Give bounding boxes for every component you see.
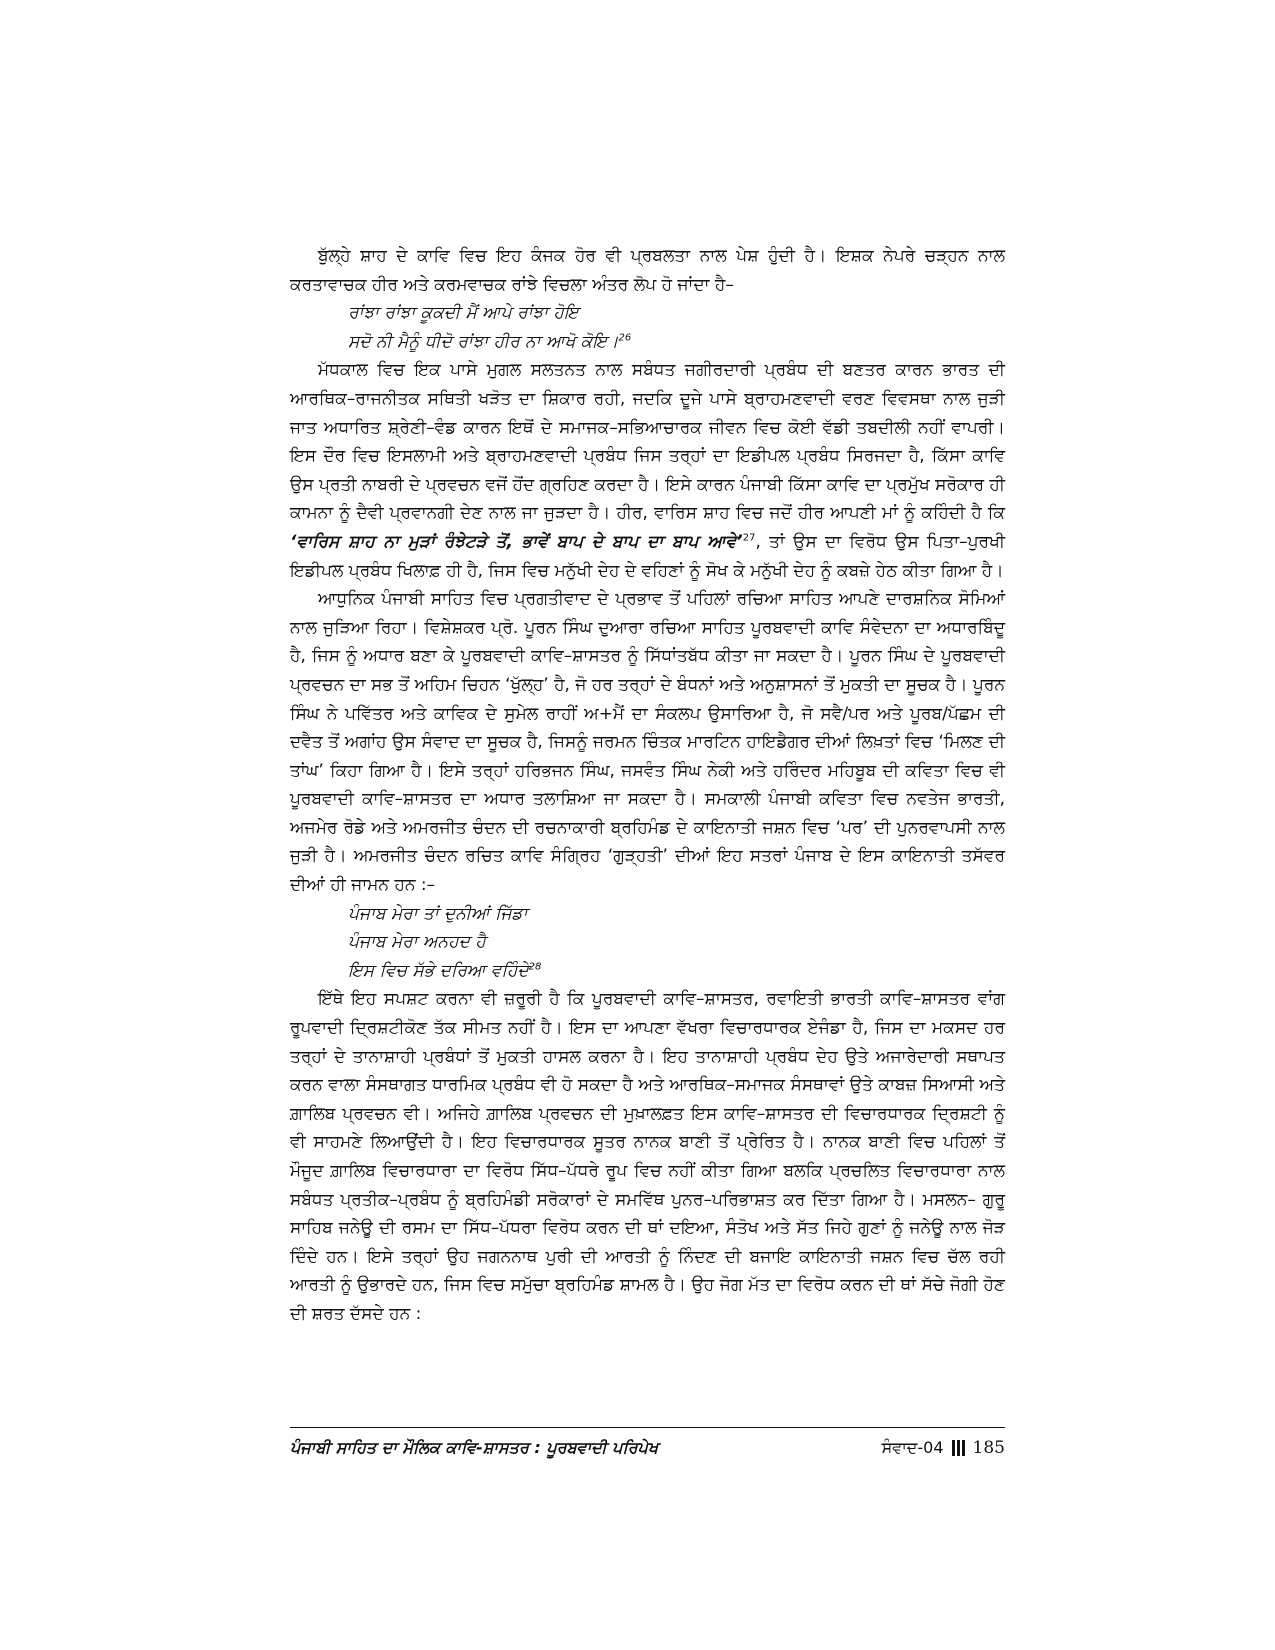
page-number: 185 <box>972 1438 1005 1458</box>
verse-2-line-3 <box>348 957 1005 986</box>
verse-1-line-1: ਰਾਂਝਾ ਰਾਂਝਾ ਕੂਕਦੀ ਮੈਂ ਆਪੇ ਰਾਂਝਾ ਹੋਇ <box>348 303 579 324</box>
verse-2-line-1: ਪੰਜਾਬ ਮੇਰਾ ਤਾਂ ਦੁਨੀਆਂ ਜਿੱਡਾ <box>348 903 528 924</box>
running-title: ਪੰਜਾਬੀ ਸਾਹਿਤ ਦਾ ਮੌਲਿਕ ਕਾਵਿ-ਸ਼ਾਸਤਰ : ਪੂਰਬਵਾਦੀ ਪਰਿਪੇਖ <box>290 1438 658 1457</box>
verse-1-line-2-text: ਸਦੋ ਨੀ ਮੈਨੂੰ ਧੀਦੋ ਰਾਂਝਾ ਹੀਰ ਨਾ ਆਖੋ ਕੋਇ। <box>348 331 619 352</box>
paragraph-4: ਇੱਥੇ ਇਹ ਸਪਸ਼ਟ ਕਰਨਾ ਵੀ ਜ਼ਰੂਰੀ ਹੈ ਕਿ ਪੂਰਬਵਾਦੀ ਕਾਵਿ–ਸ਼ਾਸਤਰ, ਰਵਾਇਤੀ ਭਾਰਤੀ ਕਾਵਿ–ਸ਼ਾਸਤਰ ਵਾਂਗ ਰੂਪਵਾਦੀ ਦ੍ਰਿਸ਼ਟੀਕੋਣ ਤੱਕ ਸੀਮਤ ਨਹੀਂ ਹੈ। ਇਸ ਦਾ ਆਪਣਾ ਵੱਖਰਾ ਵਿਚਾਰਧਾਰਕ ਏਜੰਡਾ ਹੈ, ਜਿਸ ਦਾ ਮਕਸਦ ਹਰ ਤਰ੍ਹਾਂ ਦੇ ਤਾਨਾਸ਼ਾਹੀ ਪ੍ਰਬੰਧਾਂ ਤੋਂ ਮੁਕਤੀ ਹਾਸਲ ਕਰਨਾ ਹੈ। ਇਹ ਤਾਨਾਸ਼ਾਹੀ ਪ੍ਰਬੰਧ ਦੇਹ ਉਤੇ ਅਜਾਰੇਦਾਰੀ ਸਥਾਪਤ ਕਰਨ ਵਾਲਾ ਸੰਸਥਾਗਤ ਧਾਰਮਿਕ ਪ੍ਰਬੰਧ ਵੀ ਹੋ ਸਕਦਾ ਹੈ ਅਤੇ ਆਰਥਿਕ–ਸਮਾਜਕ ਸੰਸਥਾਵਾਂ ਉਤੇ ਕਾਬਜ਼ ਸਿਆਸੀ ਅਤੇ ਗ਼ਾਲਿਬ ਪ੍ਰਵਚਨ ਵੀ। ਅਜਿਹੇ ਗ਼ਾਲਿਬ ਪ੍ਰਵਚਨ ਦੀ ਮੁਖ਼ਾਲਫ਼ਤ ਇਸ ਕਾਵਿ–ਸ਼ਾਸਤਰ ਦੀ ਵਿਚਾਰਧਾਰਕ ਦ੍ਰਿਸ਼ਟੀ ਨੂੰ ਵੀ ਸਾਹਮਣੇ ਲਿਆਉਂਦੀ ਹੈ। ਇਹ ਵਿਚਾਰਧਾਰਕ ਸੂਤਰ ਨਾਨਕ ਬਾਣੀ ਤੋਂ ਪ੍ਰੇਰਿਤ ਹੈ। ਨਾਨਕ ਬਾਣੀ ਵਿਚ ਪਹਿਲਾਂ ਤੋਂ ਮੌਜੂਦ ਗ਼ਾਲਿਬ ਵਿਚਾਰਧਾਰਾ ਦਾ ਵਿਰੋਧ ਸਿੱਧ–ਪੱਧਰੇ ਰੂਪ ਵਿਚ ਨਹੀਂ ਕੀਤਾ ਗਿਆ ਬਲਕਿ ਪ੍ਰਚਲਿਤ ਵਿਚਾਰਧਾਰਾ ਨਾਲ ਸਬੰਧਤ ਪ੍ਰਤੀਕ–ਪ੍ਰਬੰਧ ਨੂੰ ਬ੍ਰਹਿਮੰਡੀ ਸਰੋਕਾਰਾਂ ਦੇ ਸਮਵਿੱਥ ਪੁਨਰ–ਪਰਿਭਾਸ਼ਤ ਕਰ ਦਿੱਤਾ ਗਿਆ ਹੈ। ਮਸਲਨ– ਗੁਰੂ ਸਾਹਿਬ ਜਨੇਊ ਦੀ ਰਸਮ ਦਾ ਸਿੱਧ–ਪੱਧਰਾ ਵਿਰੋਧ ਕਰਨ ਦੀ ਥਾਂ ਦਇਆ, ਸੰਤੋਖ ਅਤੇ ਸੱਤ ਜਿਹੇ ਗੁਣਾਂ ਨੂੰ ਜਨੇਊ ਨਾਲ ਜੋੜ ਦਿੰਦੇ ਹਨ। ਇਸੇ ਤਰ੍ਹਾਂ ਉਹ ਜਗਨਨਾਥ ਪੁਰੀ ਦੀ ਆਰਤੀ ਨੂੰ ਨਿੰਦਣ ਦੀ ਬਜਾਇ ਕਾਇਨਾਤੀ ਜਸ਼ਨ ਵਿਚ ਚੱਲ ਰਹੀ ਆਰਤੀ ਨੂੰ ਉਭਾਰਦੇ ਹਨ, ਜਿਸ ਵਿਚ ਸਮੁੱਚਾ ਬ੍ਰਹਿਮੰਡ ਸ਼ਾਮਲ ਹੈ। ਉਹ ਜੋਗ ਮੱਤ ਦਾ ਵਿਰੋਧ ਕਰਨ ਦੀ ਥਾਂ ਸੱਚੇ ਜੋਗੀ ਹੋਣ ਦੀ ਸ਼ਰਤ ਦੱਸਦੇ ਹਨ : <box>290 989 1005 1324</box>
paragraph-3: ਆਧੁਨਿਕ ਪੰਜਾਬੀ ਸਾਹਿਤ ਵਿਚ ਪ੍ਰਗਤੀਵਾਦ ਦੇ ਪ੍ਰਭਾਵ ਤੋਂ ਪਹਿਲਾਂ ਰਚਿਆ ਸਾਹਿਤ ਆਪਣੇ ਦਾਰਸ਼ਨਿਕ ਸੋਮਿਆਂ ਨਾਲ ਜੁੜਿਆ ਰਿਹਾ। ਵਿਸ਼ੇਸ਼ਕਰ ਪ੍ਰੋ. ਪੂਰਨ ਸਿੰਘ ਦੁਆਰਾ ਰਚਿਆ ਸਾਹਿਤ ਪੂਰਬਵਾਦੀ ਕਾਵਿ ਸੰਵੇਦਨਾ ਦਾ ਅਧਾਰਬਿੰਦੂ ਹੈ, ਜਿਸ ਨੂੰ ਅਧਾਰ ਬਣਾ ਕੇ ਪੂਰਬਵਾਦੀ ਕਾਵਿ–ਸ਼ਾਸਤਰ ਨੂੰ ਸਿੱਧਾਂਤਬੱਧ ਕੀਤਾ ਜਾ ਸਕਦਾ ਹੈ। ਪੂਰਨ ਸਿੰਘ ਦੇ ਪੂਰਬਵਾਦੀ ਪ੍ਰਵਚਨ ਦਾ ਸਭ ਤੋਂ ਅਹਿਮ ਚਿਹਨ ‘ਖੁੱਲ੍ਹ’ ਹੈ, ਜੋ ਹਰ ਤਰ੍ਹਾਂ ਦੇ ਬੰਧਨਾਂ ਅਤੇ ਅਨੁਸ਼ਾਸਨਾਂ ਤੋਂ ਮੁਕਤੀ ਦਾ ਸੂਚਕ ਹੈ। ਪੂਰਨ ਸਿੰਘ ਨੇ ਪਵਿੱਤਰ ਅਤੇ ਕਾਵਿਕ ਦੇ ਸੁਮੇਲ ਰਾਹੀਂ ਅ+ਮੈਂ ਦਾ ਸੰਕਲਪ ਉਸਾਰਿਆ ਹੈ, ਜੋ ਸਵੈ/ਪਰ ਅਤੇ ਪੂਰਬ/ਪੱਛਮ ਦੀ ਦਵੈਤ ਤੋਂ ਅਗਾਂਹ ਉਸ ਸੰਵਾਦ ਦਾ ਸੂਚਕ ਹੈ, ਜਿਸਨੂੰ ਜਰਮਨ ਚਿੰਤਕ ਮਾਰਟਿਨ ਹਾਇਡੈਗਰ ਦੀਆਂ ਲਿਖ਼ਤਾਂ ਵਿਚ ‘ਮਿਲਣ ਦੀ ਤਾਂਘ’ ਕਿਹਾ ਗਿਆ ਹੈ। ਇਸੇ ਤਰ੍ਹਾਂ ਹਰਿਭਜਨ ਸਿੰਘ, ਜਸਵੰਤ ਸਿੰਘ ਨੇਕੀ ਅਤੇ ਹਰਿੰਦਰ ਮਹਿਬੂਬ ਦੀ ਕਵਿਤਾ ਵਿਚ ਵੀ ਪੂਰਬਵਾਦੀ ਕਾਵਿ–ਸ਼ਾਸਤਰ ਦਾ ਅਧਾਰ ਤਲਾਸ਼ਿਆ ਜਾ ਸਕਦਾ ਹੈ। ਸਮਕਾਲੀ ਪੰਜਾਬੀ ਕਵਿਤਾ ਵਿਚ ਨਵਤੇਜ ਭਾਰਤੀ, ਅਜਮੇਰ ਰੋਡੇ ਅਤੇ ਅਮਰਜੀਤ ਚੰਦਨ ਦੀ ਰਚਨਾਕਾਰੀ ਬ੍ਰਹਿਮੰਡ ਦੇ ਕਾਇਨਾਤੀ ਜਸ਼ਨ ਵਿਚ ‘ਪਰ’ ਦੀ ਪੁਨਰਵਾਪਸੀ ਨਾਲ ਜੁੜੀ ਹੈ। ਅਮਰਜੀਤ ਚੰਦਨ ਰਚਿਤ ਕਾਵਿ ਸੰਗ੍ਰਿਹ ‘ਗੁੜ੍ਹਤੀ’ ਦੀਆਂ ਇਹ ਸਤਰਾਂ ਪੰਜਾਬ ਦੇ ਇਸ ਕਾਇਨਾਤੀ ਤਸੱਵਰ ਦੀਆਂ ਹੀ ਜਾਮਨ ਹਨ :– <box>290 589 1005 896</box>
paragraph-1: ਬੁੱਲ੍ਹੇ ਸ਼ਾਹ ਦੇ ਕਾਵਿ ਵਿਚ ਇਹ ਕੰਜਕ ਹੋਰ ਵੀ ਪ੍ਰਬਲਤਾ ਨਾਲ ਪੇਸ਼ ਹੁੰਦੀ ਹੈ। ਇਸ਼ਕ ਨੇਪਰੇ ਚੜ੍ਹਨ ਨਾਲ ਕਰਤਾਵਾਚਕ ਹੀਰ ਅਤੇ ਕਰਮਵਾਚਕ ਰਾਂਝੇ ਵਿਚਲਾ ਅੰਤਰ ਲੋਪ ਹੋ ਜਾਂਦਾ ਹੈ– <box>290 246 1005 295</box>
verse-1-line-2 <box>348 328 1005 357</box>
verse-2-line-2: ਪੰਜਾਬ ਮੇਰਾ ਅਨਹਦ ਹੈ <box>348 932 486 953</box>
footer-right <box>882 1438 1005 1458</box>
page-footer <box>290 1427 1005 1458</box>
journal-name: ਸੰਵਾਦ-04 <box>881 1438 944 1457</box>
footnote-ref-26: 26 <box>618 332 632 344</box>
page-body <box>290 242 1005 1329</box>
verse-block-2 <box>290 900 1005 986</box>
verse-block-1 <box>290 299 1005 356</box>
paragraph-2-part-2: , ਤਾਂ ਉਸ ਦਾ ਵਿਰੋਧ ਉਸ ਪਿਤਾ–ਪੁਰਖੀ ਇਡੀਪਲ ਪ੍ਰਬੰਧ ਖਿਲਾਫ਼ ਹੀ ਹੈ, ਜਿਸ ਵਿਚ ਮਨੁੱਖੀ ਦੇਹ ਦੇ ਵਹਿਣਾਂ ਨੂੰ ਸੋਖ ਕੇ ਮਨੁੱਖੀ ਦੇਹ ਨੂੰ ਕਬਜ਼ੇ ਹੇਠ ਕੀਤਾ ਗਿਆ ਹੈ। <box>290 531 1005 581</box>
paragraph-2-part-1: ਮੱਧਕਾਲ ਵਿਚ ਇਕ ਪਾਸੇ ਮੁਗਲ ਸਲਤਨਤ ਨਾਲ ਸਬੰਧਤ ਜਗੀਰਦਾਰੀ ਪ੍ਰਬੰਧ ਦੀ ਬਣਤਰ ਕਾਰਨ ਭਾਰਤ ਦੀ ਆਰਥਿਕ–ਰਾਜਨੀਤਕ ਸਥਿਤੀ ਖੜੋਤ ਦਾ ਸ਼ਿਕਾਰ ਰਹੀ, ਜਦਕਿ ਦੂਜੇ ਪਾਸੇ ਬ੍ਰਾਹਮਣਵਾਦੀ ਵਰਣ ਵਿਵਸਥਾ ਨਾਲ ਜੁੜੀ ਜਾਤ ਅਧਾਰਿਤ ਸ਼੍ਰੇਣੀ–ਵੰਡ ਕਾਰਨ ਇਥੋਂ ਦੇ ਸਮਾਜਕ–ਸਭਿਆਚਾਰਕ ਜੀਵਨ ਵਿਚ ਕੋਈ ਵੱਡੀ ਤਬਦੀਲੀ ਨਹੀਂ ਵਾਪਰੀ। ਇਸ ਦੌਰ ਵਿਚ ਇਸਲਾਮੀ ਅਤੇ ਬ੍ਰਾਹਮਣਵਾਦੀ ਪ੍ਰਬੰਧ ਜਿਸ ਤਰ੍ਹਾਂ ਦਾ ਇਡੀਪਲ ਪ੍ਰਬੰਧ ਸਿਰਜਦਾ ਹੈ, ਕਿੱਸਾ ਕਾਵਿ ਉਸ ਪ੍ਰਤੀ ਨਾਬਰੀ ਦੇ ਪ੍ਰਵਚਨ ਵਜੋਂ ਹੋਂਦ ਗ੍ਰਹਿਣ ਕਰਦਾ ਹੈ। ਇਸੇ ਕਾਰਨ ਪੰਜਾਬੀ ਕਿੱਸਾ ਕਾਵਿ ਦਾ ਪ੍ਰਮੁੱਖ ਸਰੋਕਾਰ ਹੀ ਕਾਮਨਾ ਨੂੰ ਦੈਵੀ ਪ੍ਰਵਾਨਗੀ ਦੇਣ ਨਾਲ ਜਾ ਜੁੜਦਾ ਹੈ। ਹੀਰ, ਵਾਰਿਸ ਸ਼ਾਹ ਵਿਚ ਜਦੋਂ ਹੀਰ ਆਪਣੀ ਮਾਂ ਨੂੰ ਕਹਿੰਦੀ ਹੈ ਕਿ <box>290 360 1005 524</box>
footnote-ref-27: 27 <box>742 532 756 544</box>
triple-bar-icon <box>952 1440 965 1456</box>
verse-2-line-3-text: ਇਸ ਵਿਚ ਸੱਭੇ ਦਰਿਆ ਵਹਿੰਦੇ <box>348 960 529 981</box>
footnote-ref-28: 28 <box>528 961 542 973</box>
heer-quote: ‘ਵਾਰਿਸ ਸ਼ਾਹ ਨਾ ਮੁੜਾਂ ਰੰਝੇਟੜੇ ਤੋਂ, ਭਾਵੇਂ ਬਾਪ ਦੇ ਬਾਪ ਦਾ ਬਾਪ ਆਵੇ’ <box>290 531 743 552</box>
paragraph-2 <box>290 356 1005 585</box>
